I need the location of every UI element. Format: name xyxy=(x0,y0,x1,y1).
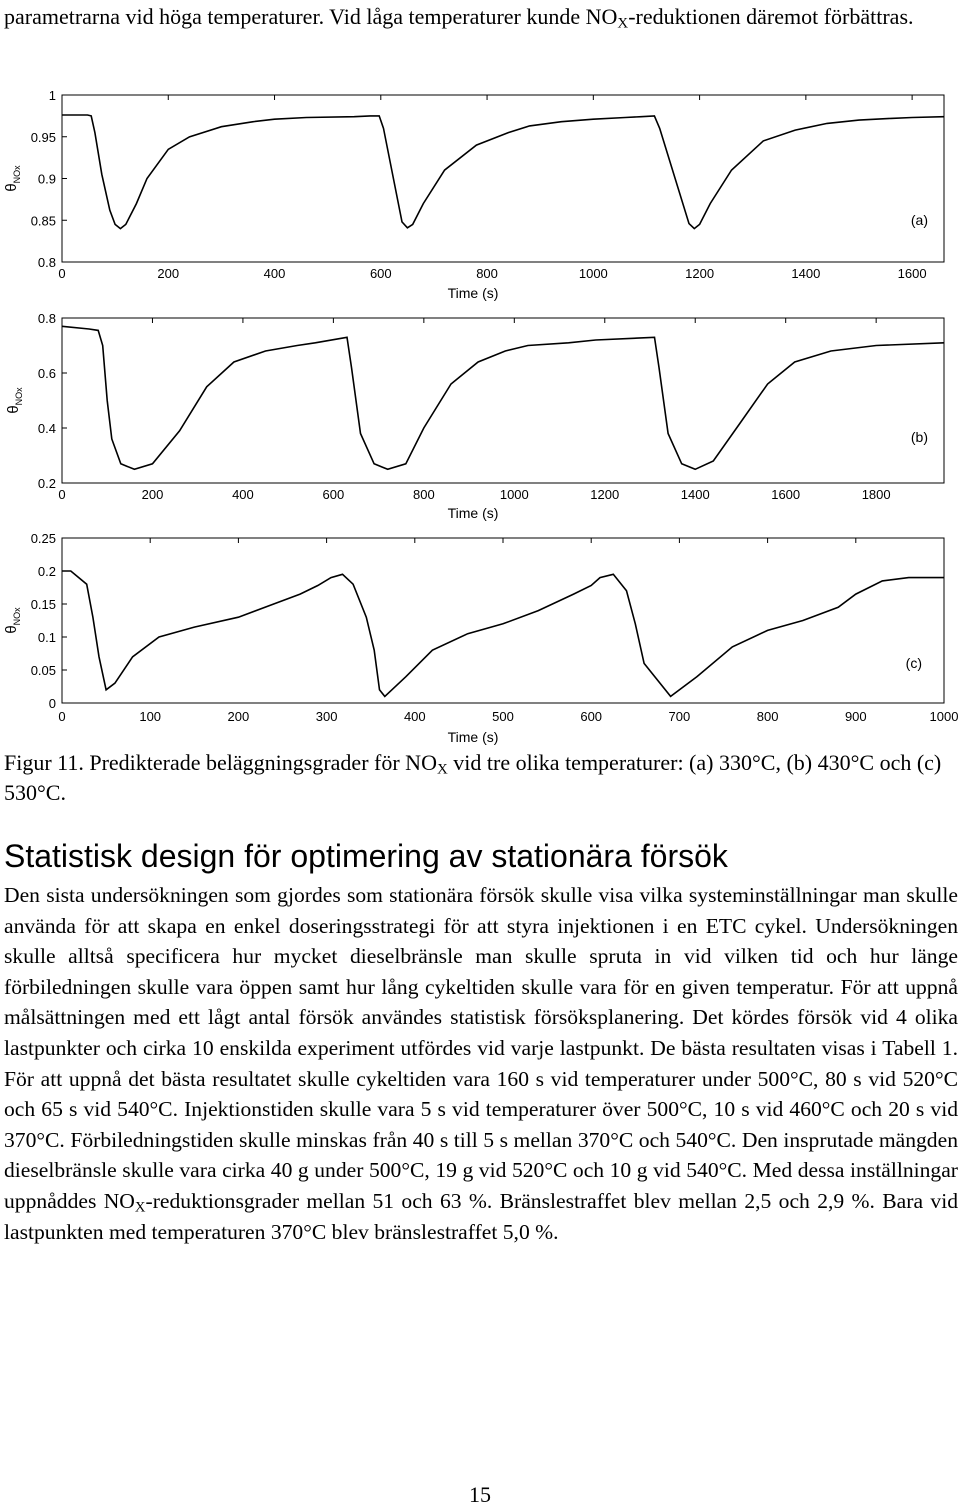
x-tick-labels xyxy=(58,538,958,724)
y-tick-labels xyxy=(38,311,67,491)
panel-label: (b) xyxy=(910,429,928,445)
x-tick-label: 1400 xyxy=(791,266,821,281)
x-tick-label: 1800 xyxy=(861,487,891,502)
y-tick-label: 0.2 xyxy=(37,564,56,579)
x-tick-label: 200 xyxy=(141,487,164,502)
y-tick-label: 0.9 xyxy=(37,171,56,187)
x-tick-label: 700 xyxy=(668,709,691,724)
x-tick-label: 1600 xyxy=(771,487,801,502)
x-tick-label: 900 xyxy=(844,709,867,724)
x-tick-label: 800 xyxy=(412,487,435,502)
x-tick-label: 1600 xyxy=(897,266,927,281)
figure-caption xyxy=(4,748,956,808)
x-tick-label: 200 xyxy=(227,709,250,724)
x-tick-label: 1200 xyxy=(685,266,715,281)
panel-label: (a) xyxy=(910,212,928,228)
x-tick-label: 100 xyxy=(139,709,162,724)
plot-b xyxy=(0,305,960,535)
x-tick-label: 400 xyxy=(403,709,426,724)
x-tick-label: 1200 xyxy=(590,487,620,502)
x-tick-label: 400 xyxy=(263,266,286,281)
plot-frame xyxy=(62,95,944,262)
x-tick-label: 800 xyxy=(476,266,498,281)
plot-frame xyxy=(62,318,944,483)
x-tick-label: 1400 xyxy=(680,487,710,502)
plot-c xyxy=(0,527,960,747)
x-tick-label: 1000 xyxy=(929,709,959,724)
x-tick-label: 1000 xyxy=(578,266,608,281)
body-paragraph xyxy=(4,880,958,1247)
x-tick-label: 800 xyxy=(756,709,779,724)
body-text: Den sista undersökningen som gjordes som stationära försök skulle visa vilka systeminställningar man skulle använda för att skapa en enkel doseringsstrategi för att styra injektionen i en ETC cykel. Undersökningen skulle alltså specificera hur mycket dieselbränsle man skulle spruta in vid vilken tid och hur länge förbiledningen skulle vara öppen samt hur lång cykeltiden skulle vara för en given temperatur. För att uppnå målsättningen med ett lågt antal försök användes statistisk försöksplanering. Det kördes försök vid 4 olika lastpunkter och cirka 10 enskilda experiment utfördes vid varje lastpunkt. De bästa resultaten visas i Tabell 1. För att uppnå det bästa resultatet skulle cykeltiden vara 160 s vid temperaturer under 500°C, 80 s vid 520°C och 65 s vid 540°C. Injektionstiden skulle vara 5 s vid temperaturer över 500°C, 10 s vid 460°C och 20 s vid 370°C. Förbiledningstiden skulle minskas från 40 s till 5 s mellan 370°C och 540°C. Den insprutade mängden dieselbränsle skulle vara cirka 40 g under 500°C, 19 g vid 520°C och 10 g vid 540°C. Med dessa inställningar uppnåddes NO xyxy=(4,883,958,1213)
x-tick-label: 200 xyxy=(157,266,180,281)
page-number: 15 xyxy=(469,1482,491,1507)
body-subscript: X xyxy=(134,1199,146,1216)
x-tick-label: 600 xyxy=(369,266,392,281)
x-tick-label: 500 xyxy=(492,709,514,724)
caption-subscript: X xyxy=(436,761,448,778)
y-tick-label: 0.4 xyxy=(37,421,56,436)
y-tick-label: 0.15 xyxy=(30,597,56,612)
y-tick-label: 0.6 xyxy=(37,366,56,381)
x-tick-labels xyxy=(58,318,890,502)
body-text-end: -reduktionsgrader mellan 51 och 63 %. Bränslestraffet blev mellan 2,5 och 2,9 %. Bara vid lastpunkten med temperaturen 370°C blev bränslestraffet 5,0 %. xyxy=(4,1188,958,1244)
x-tick-label: 0 xyxy=(58,709,66,724)
x-tick-label: 1000 xyxy=(499,487,529,502)
plot-a xyxy=(0,85,960,335)
x-tick-label: 600 xyxy=(322,487,345,502)
coverage-series-line xyxy=(62,571,944,696)
y-tick-label: 0.25 xyxy=(30,531,56,546)
y-tick-label: 0.95 xyxy=(30,129,56,145)
x-tick-labels xyxy=(58,95,926,281)
y-axis-label: $\theta_{NOx}$ xyxy=(5,387,24,414)
x-axis-label: Time (s) xyxy=(447,285,499,301)
intro-paragraph xyxy=(4,2,956,32)
y-axis-label: $\theta_{NOx}$ xyxy=(3,607,22,634)
caption-text-end: vid tre olika temperaturer: (a) 330°C, (b) 430°C och (c) 530°C. xyxy=(4,750,942,805)
y-tick-label: 0.2 xyxy=(37,476,56,491)
y-tick-label: 0.85 xyxy=(30,213,56,229)
x-tick-label: 600 xyxy=(580,709,603,724)
x-tick-label: 300 xyxy=(315,709,338,724)
intro-text-end: -reduktionen däremot förbättras. xyxy=(628,4,914,29)
panel-label: (c) xyxy=(905,655,922,671)
plot-frame xyxy=(62,538,944,703)
y-tick-label: 1 xyxy=(48,88,56,103)
y-axis-label: $\theta_{NOx}$ xyxy=(3,165,22,192)
coverage-series-line xyxy=(62,115,944,229)
caption-text: Figur 11. Predikterade beläggningsgrader för NO xyxy=(4,750,437,775)
x-tick-label: 0 xyxy=(58,487,66,502)
y-tick-label: 0 xyxy=(48,696,56,711)
y-tick-label: 0.8 xyxy=(37,311,56,326)
x-axis-label: Time (s) xyxy=(447,729,499,745)
coverage-series-line xyxy=(62,326,944,469)
x-tick-label: 0 xyxy=(58,266,66,281)
y-tick-label: 0.1 xyxy=(37,630,56,645)
y-tick-label: 0.8 xyxy=(37,255,56,270)
x-tick-label: 400 xyxy=(232,487,254,502)
intro-text: parametrarna vid höga temperaturer. Vid låga temperaturer kunde NO xyxy=(4,4,618,29)
intro-subscript: X xyxy=(617,15,629,32)
section-heading: Statistisk design för optimering av stationära försök xyxy=(4,838,728,874)
y-tick-label: 0.05 xyxy=(30,663,56,678)
x-axis-label: Time (s) xyxy=(447,505,499,521)
